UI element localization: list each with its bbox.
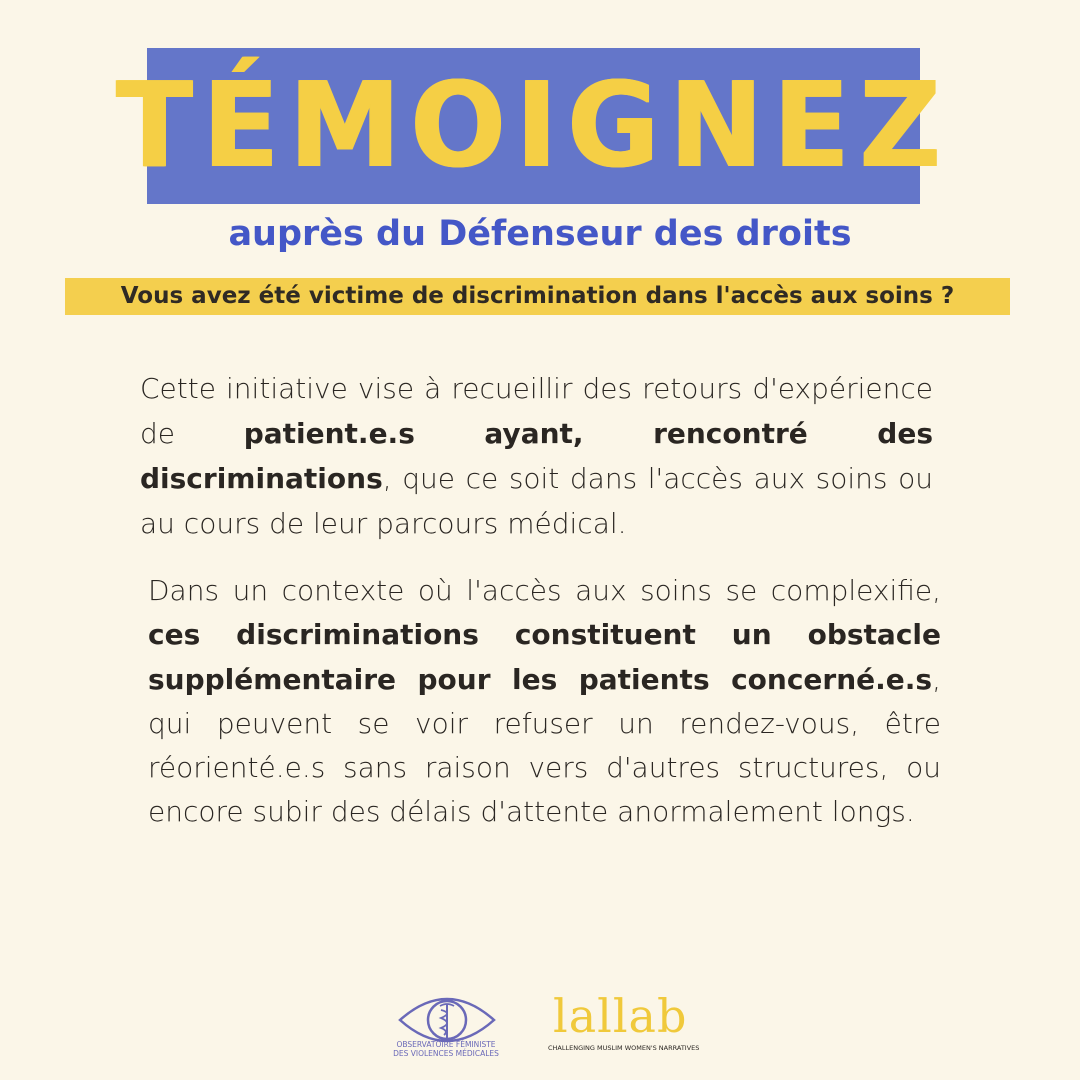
paragraph-2-bold: ces discriminations constituent un obstacle supplémentaire pour les patients concerné.e.s (148, 618, 941, 696)
lallab-logo-caption: CHALLENGING MUSLIM WOMEN'S NARRATIVES (548, 1044, 700, 1052)
lallab-logo: lallab (553, 989, 688, 1043)
paragraph-2-text-after: , qui peuvent se voir refuser un rendez-vous, être réorienté.e.s sans raison vers d'autres structures, ou encore subir des délais d'attente anormalement longs. (148, 662, 941, 829)
ofvm-caption-line-1: OBSERVATOIRE FÉMINISTE (396, 1040, 496, 1049)
paragraph-2-text-before: Dans un contexte où l'accès aux soins se complexifie, (148, 574, 941, 607)
paragraph-1-text-after: , que ce soit dans l'accès aux soins ou au cours de leur parcours médical. (140, 462, 933, 540)
ofvm-caption-line-2: DES VIOLENCES MÉDICALES (393, 1049, 499, 1058)
title-banner (116, 48, 951, 204)
question-text: Vous avez été victime de discrimination dans l'accès aux soins ? (120, 283, 955, 309)
paragraph-1-bold: patient.e.s ayant, rencontré des discriminations (140, 417, 934, 495)
ofvm-logo-caption (366, 1040, 526, 1058)
paragraph-initiative (140, 366, 933, 546)
paragraph-1-text-before: Cette initiative vise à recueillir des retours d'expérience de (140, 372, 933, 450)
subtitle: auprès du Défenseur des droits (228, 214, 852, 254)
paragraph-context (148, 569, 941, 835)
page-title: TÉMOIGNEZ (116, 57, 951, 195)
